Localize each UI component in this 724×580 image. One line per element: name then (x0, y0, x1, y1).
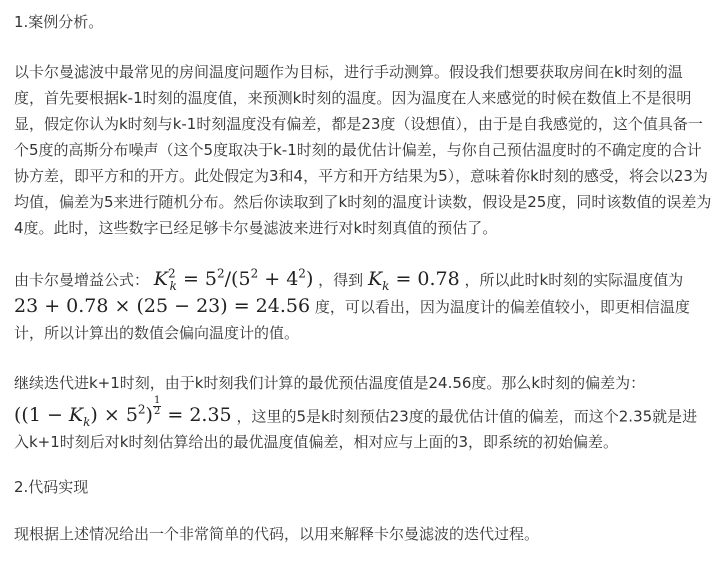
conclusion-text: 度，可以看出，因为温度计的偏差值较小，即更相信温度计，所以计算出的数值会偏向温度计的值。 (14, 298, 690, 342)
iteration-explanation-text: ，这里的5是k时刻预估23度的最优估计值的偏差，而这个2.35就是进入k+1时刻后对k时刻估算给出的最优温度值偏差，相对应与上面的3，即系统的初始偏差。 (14, 407, 698, 452)
paragraph-iteration (14, 370, 712, 455)
paragraph-code-intro: 现根据上述情况给出一个非常简单的代码，以用来解释卡尔曼滤波的迭代过程。 (14, 525, 540, 544)
actual-temp-text: ，所以此时k时刻的实际温度值为 (464, 271, 684, 289)
temperature-estimate-formula: 23 + 0.78 × (25 − 23) = 24.56 (14, 295, 311, 317)
kalman-gain-formula: $K^2_k = 5^2/(5^2 + 4^2)$ (153, 266, 314, 293)
gain-intro-text: 由卡尔曼增益公式： (14, 271, 150, 289)
paragraph-kalman-gain (14, 266, 712, 346)
kalman-gain-value-formula: $K_k = 0.78$ (367, 268, 460, 293)
iteration-intro-text: 继续迭代进k+1时刻，由于k时刻我们计算的最优预估温度值是24.56度。那么k时刻的偏差为： (14, 374, 646, 392)
error-update-formula: $((1 - K_k) \times 5^2)$ $\frac{1}{2}$ = 2.35 (14, 395, 232, 430)
paragraph-problem-setup: 以卡尔曼滤波中最常见的房间温度问题作为目标，进行手动测算。假设我们想要获取房间在k时刻的温度，首先要根据k-1时刻的温度值，来预测k时刻的温度。因为温度在人来感觉的时候在数值上不是很明显，假定你认为k时刻与k-1时刻温度没有偏差，都是23度（设想值），由于是自我感觉的，这个值具备一个5度的高斯分布噪声（这个5度取决于k-1时刻的最优估计偏差，与你自己预估温度时的不确定度的合计协方差，即平方和的开方。此处假定为3和4，平方和开方结果为5），意味着你k时刻的感受，将会以23为均值，偏差为5来进行随机分布。然后你读取到了k时刻的温度计读数，假设是25度，同时该数值的误差为4度。此时，这些数字已经足够卡尔曼滤波来进行对k时刻真值的预估了。 (14, 63, 712, 237)
section-heading-case-analysis: 1.案例分析。 (14, 13, 104, 31)
gain-result-text: ，得到 (318, 271, 364, 289)
section-heading-code: 2.代码实现 (14, 478, 89, 497)
